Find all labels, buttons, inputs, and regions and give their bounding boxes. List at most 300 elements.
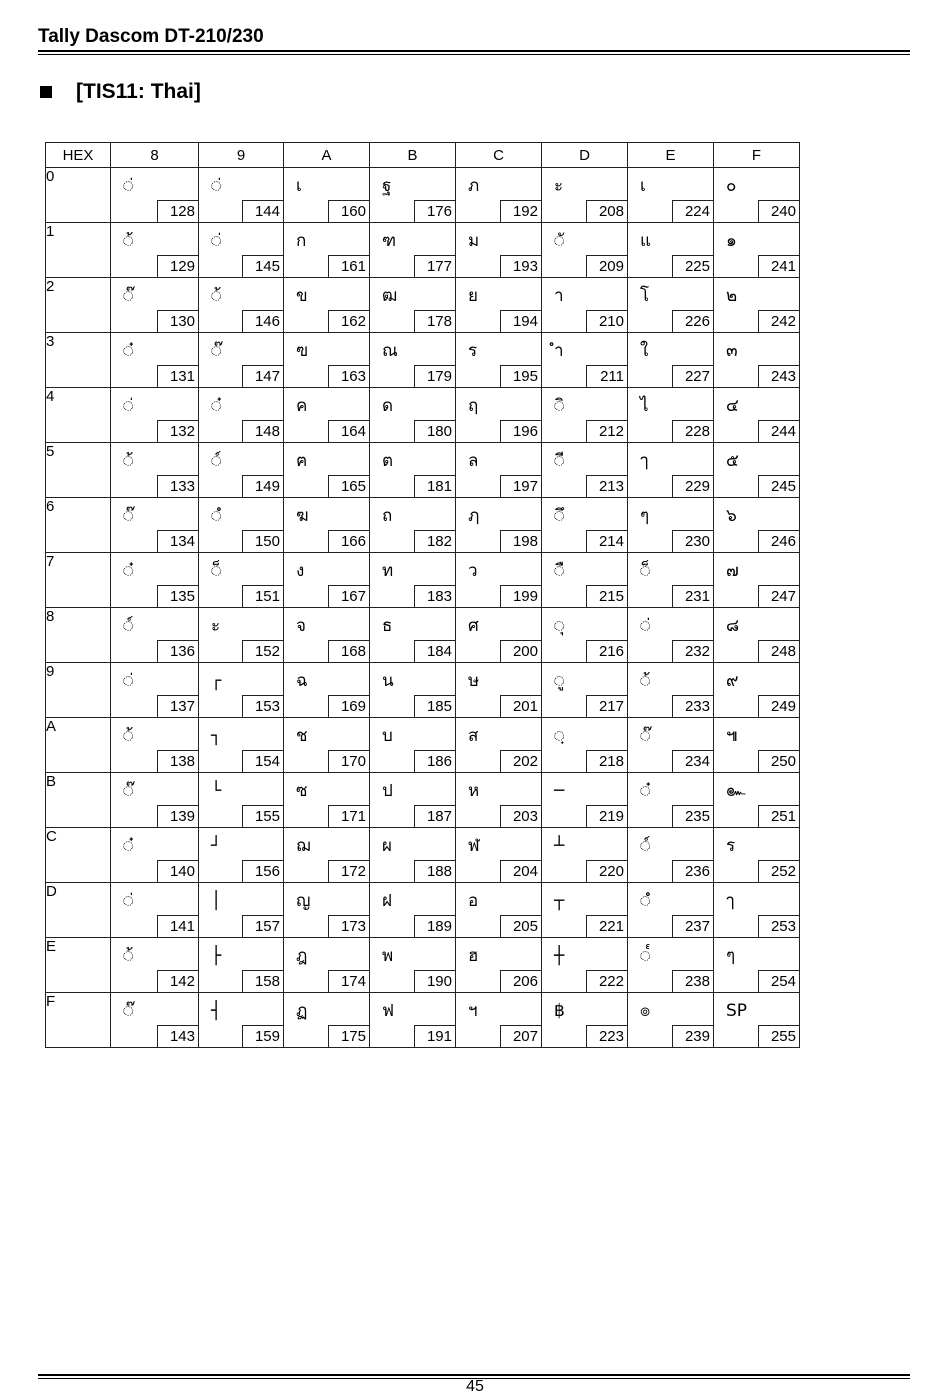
- char-cell: [370, 223, 456, 278]
- char-code: 231: [672, 585, 714, 608]
- char-code: 206: [500, 970, 542, 993]
- char-code: 196: [500, 420, 542, 443]
- table-row: [46, 663, 800, 718]
- char-glyph: ช: [296, 726, 308, 746]
- char-code: 129: [157, 255, 199, 278]
- char-cell: [199, 498, 284, 553]
- char-cell: [370, 993, 456, 1048]
- char-glyph: ◌๊: [211, 341, 222, 361]
- char-code: 201: [500, 695, 542, 718]
- char-glyph: ┴: [554, 836, 565, 856]
- char-glyph: ◌์: [640, 836, 651, 856]
- char-cell: [542, 333, 628, 388]
- table-row: [46, 168, 800, 223]
- char-code: 213: [586, 475, 628, 498]
- char-cell: [628, 223, 714, 278]
- char-code: 241: [758, 255, 800, 278]
- char-code: 162: [328, 310, 370, 333]
- char-glyph: จ: [296, 616, 306, 636]
- char-glyph: ◌๋: [123, 341, 134, 361]
- char-glyph: ◌่: [211, 176, 222, 196]
- char-code: 137: [157, 695, 199, 718]
- row-hex-label: 8: [46, 608, 111, 663]
- char-glyph: ๖: [726, 506, 737, 526]
- char-cell: [628, 278, 714, 333]
- char-cell: [628, 388, 714, 443]
- table-row: [46, 498, 800, 553]
- char-code: 242: [758, 310, 800, 333]
- char-code: 219: [586, 805, 628, 828]
- char-code: 253: [758, 915, 800, 938]
- char-glyph: ๙: [726, 671, 739, 691]
- char-code: 172: [328, 860, 370, 883]
- char-cell: [456, 223, 542, 278]
- char-glyph: ◌ึ: [554, 506, 565, 526]
- char-glyph: ฦ: [468, 506, 480, 526]
- char-glyph: ว: [468, 561, 478, 581]
- char-glyph: ธ: [382, 616, 393, 636]
- char-glyph: ◌้: [123, 946, 134, 966]
- char-glyph: ◌ํ: [211, 506, 222, 526]
- row-hex-label: 5: [46, 443, 111, 498]
- char-glyph: ◌้: [123, 726, 134, 746]
- char-glyph: ษ: [468, 671, 480, 691]
- char-code: 203: [500, 805, 542, 828]
- char-code: 130: [157, 310, 199, 333]
- char-cell: [714, 718, 800, 773]
- char-cell: [628, 938, 714, 993]
- char-code: 224: [672, 200, 714, 223]
- char-glyph: ฐ: [382, 176, 392, 196]
- square-bullet-icon: [40, 86, 52, 98]
- char-glyph: ◌่: [211, 231, 222, 251]
- row-hex-label: 4: [46, 388, 111, 443]
- char-cell: [199, 388, 284, 443]
- char-glyph: ๗: [726, 561, 739, 581]
- char-cell: [456, 333, 542, 388]
- char-code: 235: [672, 805, 714, 828]
- char-glyph: SP: [726, 1001, 748, 1021]
- char-cell: [370, 718, 456, 773]
- char-cell: [628, 608, 714, 663]
- char-cell: [714, 993, 800, 1048]
- char-cell: [284, 993, 370, 1048]
- char-code: 169: [328, 695, 370, 718]
- char-code: 249: [758, 695, 800, 718]
- char-glyph: ◌่: [123, 891, 134, 911]
- char-glyph: ◌์: [123, 616, 134, 636]
- char-glyph: ◌่: [123, 176, 134, 196]
- table-row: [46, 443, 800, 498]
- char-glyph: ◌ฺ: [554, 726, 565, 746]
- char-code: 175: [328, 1025, 370, 1048]
- char-cell: [628, 443, 714, 498]
- char-cell: [542, 718, 628, 773]
- char-glyph: ┘: [211, 836, 222, 856]
- char-cell: [284, 223, 370, 278]
- char-code: 167: [328, 585, 370, 608]
- row-hex-label: 7: [46, 553, 111, 608]
- char-glyph: ๓: [726, 341, 738, 361]
- char-code: 176: [414, 200, 456, 223]
- char-code: 250: [758, 750, 800, 773]
- char-glyph: ฯ: [468, 1001, 478, 1021]
- char-cell: [456, 993, 542, 1048]
- char-glyph: น: [382, 671, 394, 691]
- char-glyph: ไ: [640, 396, 649, 416]
- char-glyph: ◌๋: [211, 396, 222, 416]
- char-cell: [456, 608, 542, 663]
- char-code: 223: [586, 1025, 628, 1048]
- char-glyph: ซ: [296, 781, 308, 801]
- char-glyph: ท: [382, 561, 394, 581]
- char-glyph: ๛: [726, 781, 746, 801]
- char-cell: [111, 993, 199, 1048]
- char-glyph: ฃ: [296, 341, 309, 361]
- char-glyph: ภ: [468, 176, 480, 196]
- column-header: 9: [199, 143, 284, 168]
- header-rule: [38, 50, 910, 52]
- char-cell: [370, 498, 456, 553]
- char-code: 136: [157, 640, 199, 663]
- char-glyph: ร: [726, 836, 736, 856]
- char-cell: [111, 608, 199, 663]
- char-code: 192: [500, 200, 542, 223]
- char-glyph: อ: [468, 891, 479, 911]
- char-cell: [199, 443, 284, 498]
- char-code: 145: [242, 255, 284, 278]
- char-code: 153: [242, 695, 284, 718]
- char-cell: [542, 553, 628, 608]
- char-glyph: ๅ: [640, 451, 649, 471]
- char-cell: [199, 223, 284, 278]
- char-glyph: ◌๊: [123, 781, 134, 801]
- char-glyph: ◌ุ: [554, 616, 565, 636]
- char-cell: [111, 498, 199, 553]
- char-code: 197: [500, 475, 542, 498]
- char-code: 150: [242, 530, 284, 553]
- char-code: 160: [328, 200, 370, 223]
- char-cell: [542, 388, 628, 443]
- char-code: 178: [414, 310, 456, 333]
- char-cell: [542, 663, 628, 718]
- char-code: 144: [242, 200, 284, 223]
- char-cell: [714, 278, 800, 333]
- char-cell: [199, 608, 284, 663]
- table-row: [46, 828, 800, 883]
- char-cell: [628, 883, 714, 938]
- char-cell: [284, 938, 370, 993]
- char-code: 166: [328, 530, 370, 553]
- char-code: 207: [500, 1025, 542, 1048]
- char-code: 204: [500, 860, 542, 883]
- char-glyph: ◌ํ: [640, 891, 651, 911]
- char-code: 233: [672, 695, 714, 718]
- char-glyph: ด: [382, 396, 394, 416]
- char-glyph: ◌๊: [123, 1001, 134, 1021]
- char-cell: [456, 443, 542, 498]
- row-hex-label: 3: [46, 333, 111, 388]
- char-glyph: ◌๋: [123, 561, 134, 581]
- document-header-title: Tally Dascom DT-210/230: [38, 26, 264, 47]
- char-cell: [456, 883, 542, 938]
- char-code: 189: [414, 915, 456, 938]
- char-glyph: ข: [296, 286, 308, 306]
- char-glyph: ะ: [211, 616, 221, 636]
- char-code: 238: [672, 970, 714, 993]
- char-code: 158: [242, 970, 284, 993]
- char-glyph: ◌๋: [640, 781, 651, 801]
- char-code: 138: [157, 750, 199, 773]
- char-cell: [542, 993, 628, 1048]
- char-cell: [370, 828, 456, 883]
- char-cell: [542, 278, 628, 333]
- char-cell: [284, 553, 370, 608]
- char-glyph: ◌้: [123, 451, 134, 471]
- table-header-row: [46, 143, 800, 168]
- char-cell: [714, 608, 800, 663]
- char-glyph: เ: [296, 176, 302, 196]
- char-cell: [628, 333, 714, 388]
- char-code: 214: [586, 530, 628, 553]
- char-code: 212: [586, 420, 628, 443]
- char-cell: [542, 773, 628, 828]
- char-glyph: ◌่: [640, 616, 651, 636]
- char-glyph: ◌๊: [123, 286, 134, 306]
- char-code: 159: [242, 1025, 284, 1048]
- char-cell: [628, 168, 714, 223]
- char-code: 133: [157, 475, 199, 498]
- char-cell: [199, 663, 284, 718]
- char-cell: [714, 828, 800, 883]
- char-cell: [628, 553, 714, 608]
- char-code: 230: [672, 530, 714, 553]
- column-header: F: [714, 143, 800, 168]
- char-code: 200: [500, 640, 542, 663]
- char-code: 236: [672, 860, 714, 883]
- char-glyph: ◌ั: [554, 231, 565, 251]
- char-cell: [199, 883, 284, 938]
- section-heading: [40, 80, 201, 104]
- char-glyph: า: [554, 286, 564, 306]
- char-cell: [542, 168, 628, 223]
- char-cell: [199, 718, 284, 773]
- char-code: 149: [242, 475, 284, 498]
- char-code: 247: [758, 585, 800, 608]
- char-cell: [111, 663, 199, 718]
- row-hex-label: 0: [46, 168, 111, 223]
- char-code: 246: [758, 530, 800, 553]
- char-glyph: ญ: [296, 891, 311, 911]
- row-hex-label: B: [46, 773, 111, 828]
- char-code: 210: [586, 310, 628, 333]
- row-hex-label: 2: [46, 278, 111, 333]
- char-cell: [199, 168, 284, 223]
- char-code: 194: [500, 310, 542, 333]
- char-glyph: ├: [211, 946, 222, 966]
- table-row: [46, 773, 800, 828]
- char-code: 163: [328, 365, 370, 388]
- char-code: 185: [414, 695, 456, 718]
- row-hex-label: C: [46, 828, 111, 883]
- char-glyph: ง: [296, 561, 305, 581]
- char-glyph: ◌้: [640, 671, 651, 691]
- char-cell: [628, 828, 714, 883]
- char-code: 165: [328, 475, 370, 498]
- char-glyph: ๒: [726, 286, 738, 306]
- char-cell: [284, 773, 370, 828]
- char-glyph: ┐: [211, 726, 222, 746]
- char-cell: [284, 443, 370, 498]
- char-glyph: ┌: [211, 671, 222, 691]
- char-code: 251: [758, 805, 800, 828]
- char-glyph: โ: [640, 286, 650, 306]
- char-code: 139: [157, 805, 199, 828]
- char-cell: [456, 388, 542, 443]
- char-code: 227: [672, 365, 714, 388]
- char-cell: [199, 773, 284, 828]
- char-code: 177: [414, 255, 456, 278]
- row-hex-label: 6: [46, 498, 111, 553]
- char-glyph: ┼: [554, 946, 565, 966]
- char-glyph: ๆ: [726, 946, 736, 966]
- char-glyph: ๆ: [640, 506, 650, 526]
- char-cell: [628, 498, 714, 553]
- char-code: 154: [242, 750, 284, 773]
- char-cell: [111, 333, 199, 388]
- char-code: 229: [672, 475, 714, 498]
- char-code: 208: [586, 200, 628, 223]
- char-cell: [628, 718, 714, 773]
- char-cell: [456, 663, 542, 718]
- char-code: 191: [414, 1025, 456, 1048]
- char-glyph: ศ: [468, 616, 479, 636]
- char-cell: [370, 443, 456, 498]
- char-cell: [199, 993, 284, 1048]
- row-hex-label: F: [46, 993, 111, 1048]
- char-cell: [111, 718, 199, 773]
- char-cell: [284, 663, 370, 718]
- char-code: 245: [758, 475, 800, 498]
- char-glyph: ◌์: [211, 451, 222, 471]
- char-code: 173: [328, 915, 370, 938]
- char-code: 237: [672, 915, 714, 938]
- char-cell: [456, 278, 542, 333]
- char-glyph: ฉ: [296, 671, 308, 691]
- char-glyph: ◌ิ: [554, 396, 565, 416]
- char-glyph: ฟ: [382, 1001, 395, 1021]
- char-cell: [284, 278, 370, 333]
- char-code: 190: [414, 970, 456, 993]
- table-row: [46, 388, 800, 443]
- char-cell: [370, 938, 456, 993]
- char-code: 221: [586, 915, 628, 938]
- char-glyph: ๕: [726, 451, 739, 471]
- char-glyph: ผ: [382, 836, 392, 856]
- char-code: 164: [328, 420, 370, 443]
- char-cell: [111, 443, 199, 498]
- table-row: [46, 333, 800, 388]
- char-code: 186: [414, 750, 456, 773]
- char-cell: [628, 663, 714, 718]
- char-code: 193: [500, 255, 542, 278]
- table-row: [46, 883, 800, 938]
- char-cell: [284, 388, 370, 443]
- char-glyph: ◌่: [123, 671, 134, 691]
- char-code: 222: [586, 970, 628, 993]
- page-number: 45: [466, 1378, 484, 1395]
- char-cell: [714, 388, 800, 443]
- char-cell: [456, 938, 542, 993]
- char-cell: [714, 333, 800, 388]
- char-code: 215: [586, 585, 628, 608]
- char-code: 142: [157, 970, 199, 993]
- char-cell: [456, 168, 542, 223]
- char-glyph: ฏ: [296, 1001, 308, 1021]
- char-cell: [714, 498, 800, 553]
- row-hex-label: D: [46, 883, 111, 938]
- table-row: [46, 993, 800, 1048]
- char-code: 232: [672, 640, 714, 663]
- column-header: E: [628, 143, 714, 168]
- char-code: 198: [500, 530, 542, 553]
- char-cell: [370, 278, 456, 333]
- char-code: 240: [758, 200, 800, 223]
- char-glyph: ๏: [640, 1001, 651, 1021]
- char-glyph: ณ: [382, 341, 398, 361]
- char-glyph: ห: [468, 781, 480, 801]
- char-glyph: ฤ: [468, 396, 479, 416]
- char-code: 252: [758, 860, 800, 883]
- char-glyph: ร: [468, 341, 478, 361]
- char-code: 205: [500, 915, 542, 938]
- char-cell: [542, 223, 628, 278]
- column-header: C: [456, 143, 542, 168]
- char-cell: [542, 828, 628, 883]
- char-glyph: ฎ: [296, 946, 308, 966]
- char-code: 211: [586, 365, 628, 388]
- char-code: 187: [414, 805, 456, 828]
- char-code: 248: [758, 640, 800, 663]
- char-cell: [199, 278, 284, 333]
- char-glyph: ◌๊: [640, 726, 651, 746]
- char-cell: [370, 663, 456, 718]
- char-cell: [370, 553, 456, 608]
- char-code: 151: [242, 585, 284, 608]
- char-code: 143: [157, 1025, 199, 1048]
- char-glyph: ต: [382, 451, 394, 471]
- char-code: 243: [758, 365, 800, 388]
- char-cell: [111, 168, 199, 223]
- char-cell: [542, 498, 628, 553]
- char-glyph: ◌้: [211, 286, 222, 306]
- char-cell: [456, 828, 542, 883]
- char-cell: [714, 443, 800, 498]
- char-cell: [370, 333, 456, 388]
- char-cell: [111, 278, 199, 333]
- char-cell: [456, 498, 542, 553]
- char-glyph: ม: [468, 231, 480, 251]
- char-cell: [714, 663, 800, 718]
- char-code: 180: [414, 420, 456, 443]
- char-glyph: ค: [296, 396, 308, 416]
- char-cell: [284, 333, 370, 388]
- char-glyph: ┤: [211, 1001, 222, 1021]
- column-header: A: [284, 143, 370, 168]
- char-glyph: ◌๋: [123, 836, 134, 856]
- char-code: 132: [157, 420, 199, 443]
- char-cell: [284, 828, 370, 883]
